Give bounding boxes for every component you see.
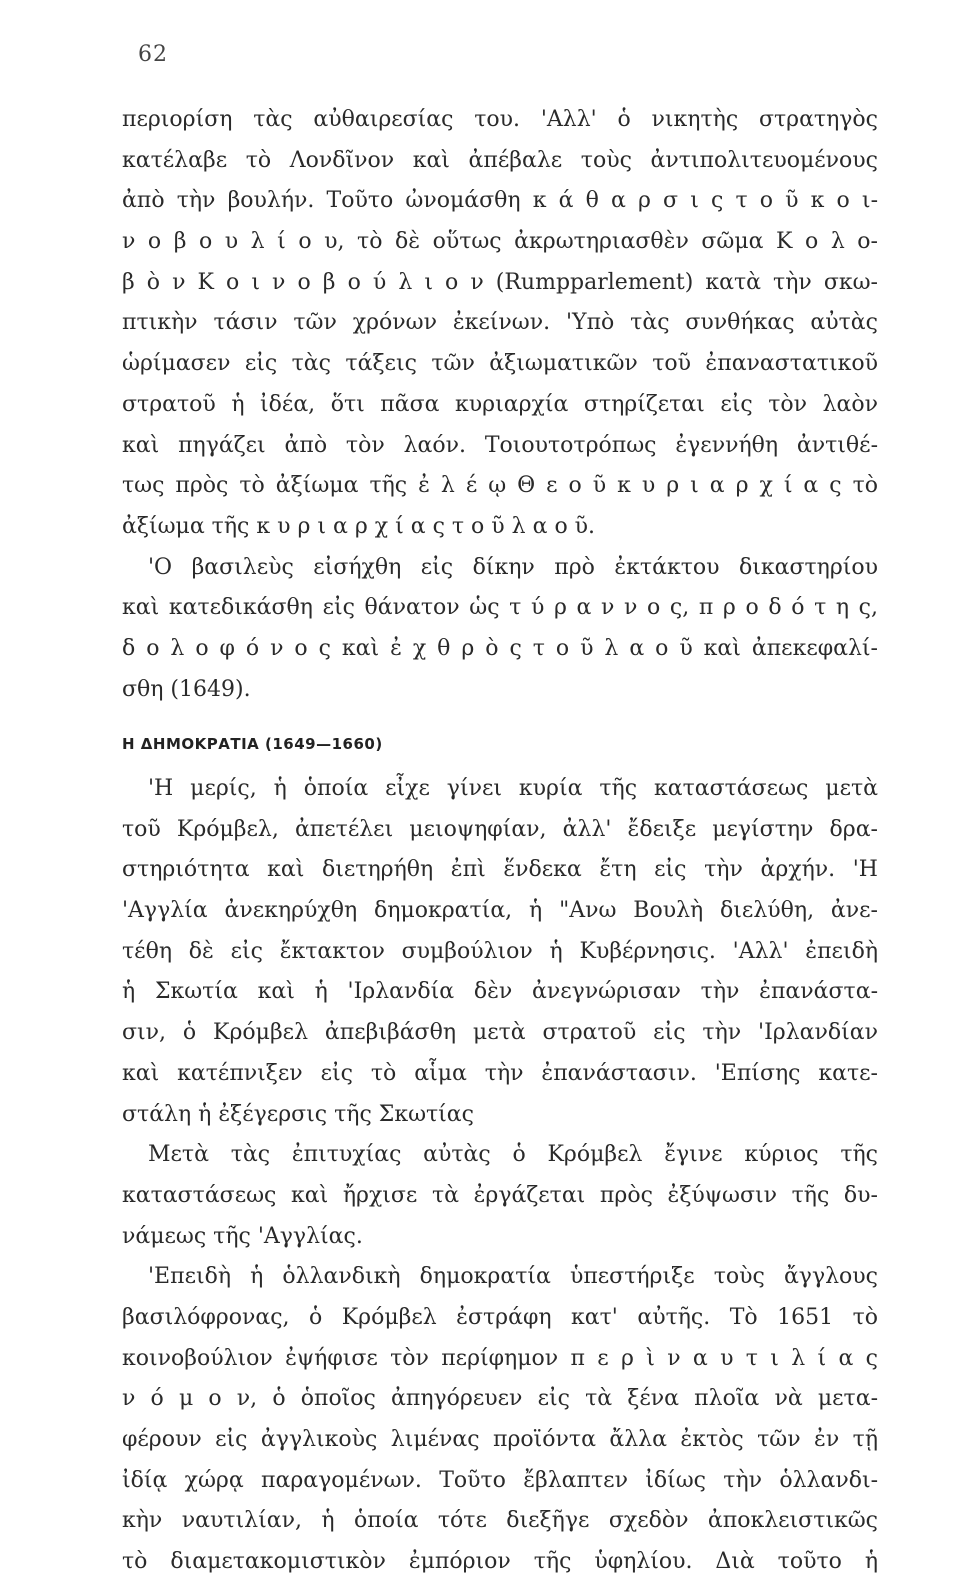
text-line: στάλη ἡ ἐξέγερσις τῆς Σκωτίας — [122, 1101, 474, 1127]
text-line: καὶ κατέπνιξεν εἰς τὸ αἷμα τὴν ἐπανάστασιν. 'Επίσης κατε- — [122, 1060, 878, 1086]
text-line: 'Η μερίς, ἡ ὁποία εἶχε γίνει κυρία τῆς καταστάσεως μετὰ — [148, 776, 878, 801]
text-line: σιν, ὁ Κρόμβελ ἀπεβιβάσθη μετὰ στρατοῦ εἰς τὴν 'Ιρλανδίαν — [122, 1020, 878, 1046]
text-line: τοῦ Κρόμβελ, ἀπετέλει μειοψηφίαν, ἀλλ' ἔδειξε μεγίστην δρα- — [122, 816, 878, 842]
text-line: τὸ διαμετακομιστικὸν ἐμπόριον τῆς ὑφηλίου. Διὰ τοῦτο ἡ — [122, 1549, 878, 1575]
text-line: ν ό μ ο ν, ὁ ὁποῖος ἀπηγόρευεν εἰς τὰ ξένα πλοῖα νὰ μετα- — [122, 1386, 878, 1412]
text-line: ἀπὸ τὴν βουλήν. Τοῦτο ὠνομάσθη κ ά θ α ρ σ ι ς τ ο ῦ κ ο ι- — [122, 188, 878, 214]
text-line: τως πρὸς τὸ ἀξίωμα τῆς ἐ λ έ ῳ Θ ε ο ῦ κ υ ρ ι α ρ χ ί α ς τὸ — [122, 473, 878, 499]
text-line: ἀξίωμα τῆς κ υ ρ ι α ρ χ ί α ς τ ο ῦ λ α ο ῦ. — [122, 513, 596, 539]
text-line: καὶ κατεδικάσθη εἰς θάνατον ὡς τ ύ ρ α ν ν ο ς, π ρ ο δ ό τ η ς, — [122, 595, 878, 621]
text-line: κοινοβούλιον ἐψήφισε τὸν περίφημον π ε ρ ὶ ν α υ τ ι λ ί α ς — [122, 1345, 878, 1371]
text-line: βασιλόφρονας, ὁ Κρόμβελ ἐστράφη κατ' αὐτῆς. Τὸ 1651 τὸ — [122, 1304, 878, 1330]
text-line: 'Ο βασιλεὺς εἰσήχθη εἰς δίκην πρὸ ἐκτάκτου δικαστηρίου — [148, 554, 878, 580]
text-line: καὶ πηγάζει ἀπὸ τὸν λαόν. Τοιουτοτρόπως ἐγεννήθη ἀντιθέ- — [122, 432, 878, 458]
text-line: φέρουν εἰς ἀγγλικοὺς λιμένας προϊόντα ἄλλα ἐκτὸς τῶν ἐν τῇ — [122, 1427, 878, 1452]
text-line: ἡ Σκωτία καὶ ἡ 'Ιρλανδία δὲν ἀνεγνώρισαν τὴν ἐπανάστα- — [122, 979, 878, 1005]
page-number: 62 — [138, 42, 168, 67]
text-line: κατέλαβε τὸ Λονδῖνον καὶ ἀπέβαλε τοὺς ἀντιπολιτευομένους — [122, 147, 878, 173]
paragraph-section-1 — [122, 100, 878, 710]
text-line: 'Επειδὴ ἡ ὁλλανδικὴ δημοκρατία ὑπεστήριξε τοὺς ἄγγλους — [148, 1264, 878, 1290]
text-line: στρατοῦ ἡ ἰδέα, ὅτι πᾶσα κυριαρχία στηρίζεται εἰς τὸν λαὸν — [122, 391, 878, 417]
text-line: στηριότητα καὶ διετηρήθη ἐπὶ ἕνδεκα ἔτη εἰς τὴν ἀρχήν. 'Η — [122, 857, 878, 883]
text-line: Μετὰ τὰς ἐπιτυχίας αὐτὰς ὁ Κρόμβελ ἔγινε κύριος τῆς — [148, 1142, 878, 1168]
text-line: νάμεως τῆς 'Αγγλίας. — [122, 1223, 363, 1249]
text-line: κὴν ναυτιλίαν, ἡ ὁποία τότε διεξῆγε σχεδὸν ἀποκλειστικῶς — [122, 1508, 878, 1534]
text-line: σθη (1649). — [122, 676, 251, 702]
text-line: περιορίση τὰς αὐθαιρεσίας του. 'Αλλ' ὁ νικητὴς στρατηγὸς — [122, 107, 878, 132]
text-line: τέθη δὲ εἰς ἔκτακτον συμβούλιον ἡ Κυβέρνησις. 'Αλλ' ἐπειδὴ — [122, 938, 878, 964]
text-line: πτικὴν τάσιν τῶν χρόνων ἐκείνων. 'Υπὸ τὰς συνθήκας αὐτὰς — [122, 310, 878, 336]
paragraph-section-2 — [122, 769, 878, 1583]
text-line: καταστάσεως καὶ ἤρχισε τὰ ἐργάζεται πρὸς ἐξύψωσιν τῆς δυ- — [122, 1182, 878, 1208]
text-line: δ ο λ ο φ ό ν ο ς καὶ ἐ χ θ ρ ὸ ς τ ο ῦ λ α ο ῦ καὶ ἀπεκεφαλί- — [122, 635, 878, 661]
text-line: ν ο β ο υ λ ί ο υ, τὸ δὲ οὕτως ἀκρωτηριασθὲν σῶμα Κ ο λ ο- — [122, 229, 878, 255]
text-line: β ὸ ν Κ ο ι ν ο β ο ύ λ ι ο ν (Rumpparlement) κατὰ τὴν σκω- — [122, 269, 878, 295]
text-line: 'Αγγλία ἀνεκηρύχθη δημοκρατία, ἡ "Ανω Βουλὴ διελύθη, ἀνε- — [122, 898, 878, 924]
text-line: ὡρίμασεν εἰς τὰς τάξεις τῶν ἀξιωματικῶν τοῦ ἐπαναστατικοῦ — [122, 351, 878, 377]
text-line: ἰδίᾳ χώρᾳ παραγομένων. Τοῦτο ἔβλαπτεν ἰδίως τὴν ὁλλανδι- — [122, 1467, 878, 1493]
section-heading: Η ΔΗΜΟΚΡΑΤΙΑ (1649—1660) — [122, 735, 383, 754]
body-text — [122, 100, 878, 1583]
